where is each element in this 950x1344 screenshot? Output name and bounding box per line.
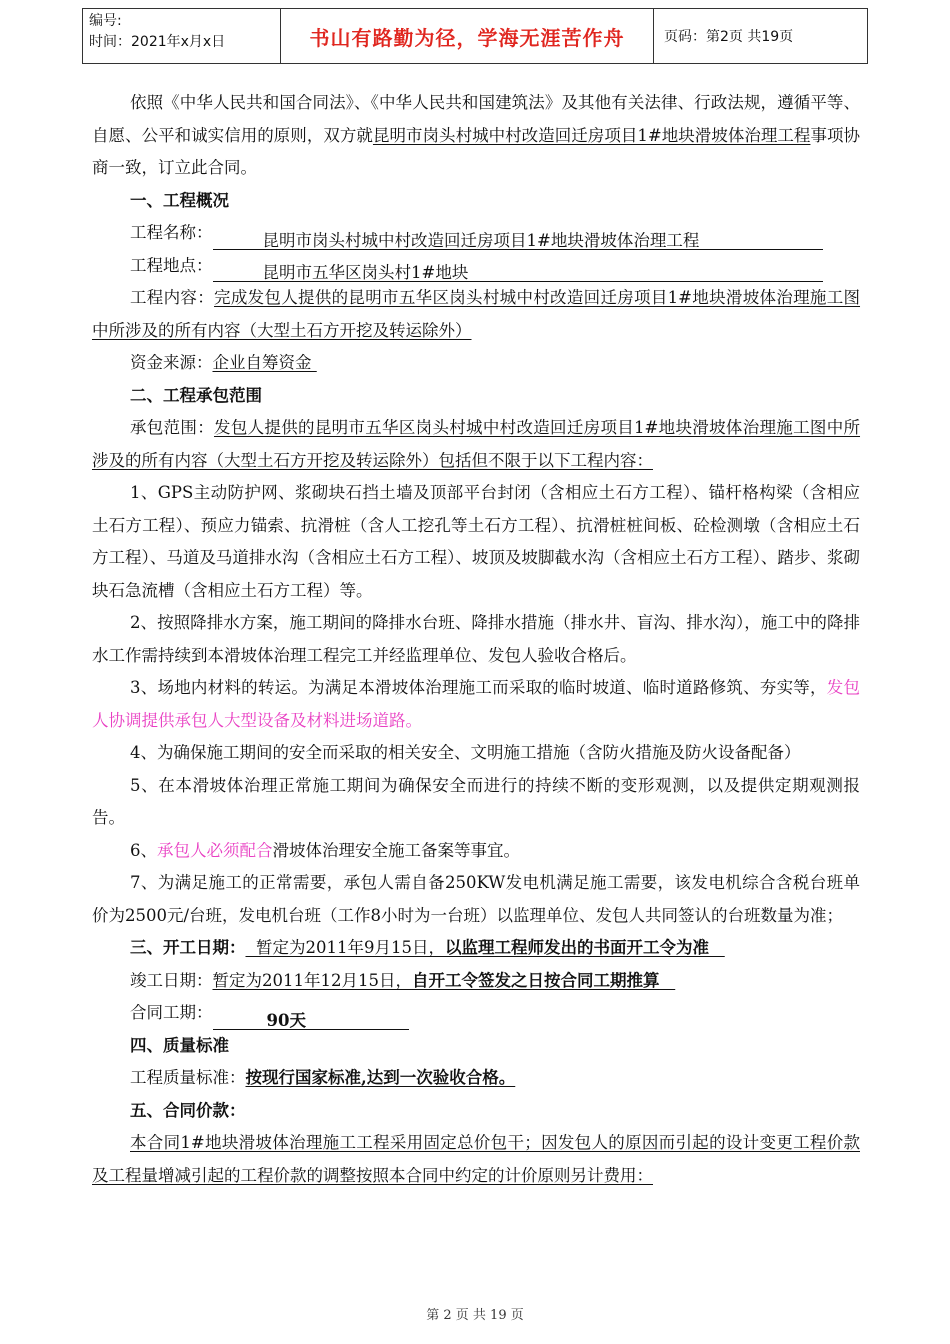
intro-project-name: 昆明市岗头村城中村改造回迁房项目1#地块滑坡体治理工程 [372,125,811,145]
project-site-row [92,250,860,283]
scope-item-7: 7、为满足施工的正常需要，承包人需自备250KW发电机满足施工需要，该发电机综合含税台班单价为2500元/台班，发电机台班（工作8小时为一台班）以监理单位、发包人共同签认的台班数量为准； [92,873,860,925]
project-content-label: 工程内容： [130,288,215,307]
page-header [82,8,868,64]
scope-item-6 [92,835,860,868]
header-number-label: 编号: [89,13,122,29]
page-footer: 第 2 页 共 19 页 [426,1308,524,1323]
section-3-title: 三、开工日期： [130,938,246,957]
scope-value: 发包人提供的昆明市五华区岗头村城中村改造回迁房项目1#地块滑坡体治理施工图中所涉及的所有内容（大型土石方开挖及转运除外）包括但不限于以下工程内容： [92,418,861,470]
scope-item-1: 1、GPS主动防护网、浆砌块石挡土墙及顶部平台封闭（含相应土石方工程）、锚杆格构梁（含相应土石方工程）、预应力锚索、抗滑桩（含人工挖孔等土石方工程）、抗滑桩桩间板、砼检测墩（含相应土石方工程）、马道及马道排水沟（含相应土石方工程）、坡顶及坡脚截水沟（含相应土石方工程）、踏步、浆砌块石急流槽（含相应土石方工程）等。 [92,483,860,600]
start-date-value: 暂定为2011年9月15日， [256,938,445,957]
section-5-title: 五、合同价款： [130,1100,246,1120]
end-date-value: 暂定为2011年12月15日， [212,970,412,990]
quality-row [92,1062,860,1095]
intro-text: 依照《中华人民共和国合同法》、《中华人民共和国建筑法》及其他有关法律、行政法规，遵循平等、自愿、公平和诚实信用的原则，双方就 [92,93,860,145]
contract-period-label: 合同工期： [130,1003,213,1022]
scope-item-3-highlight: 发包人协调提供承包人大型设备及材料进场道路。 [92,678,860,730]
end-date-condition: 自开工令签发之日按合同工期推算 [411,970,660,990]
quality-label: 工程质量标准： [130,1068,246,1087]
scope-item-5: 5、在本滑坡体治理正常施工期间为确保安全而进行的持续不断的变形观测，以及提供定期观测报告。 [92,775,860,827]
fund-source-label: 资金来源： [130,353,213,372]
project-site-value: 昆明市五华区岗头村1#地块 [262,263,469,282]
contract-period-value: 90天 [266,1010,306,1030]
project-name-value: 昆明市岗头村城中村改造回迁房项目1#地块滑坡体治理工程 [262,230,700,250]
project-name-label: 工程名称： [130,223,213,242]
scope-row [92,412,860,477]
scope-item-6-text: 滑坡体治理安全施工备案等事宜。 [272,840,520,860]
scope-item-4: 4、为确保施工期间的安全而采取的相关安全、文明施工措施（含防火措施及防火设备配备） [130,743,801,762]
scope-item-3-text: 3、场地内材料的转运。为满足本滑坡体治理施工而采取的临时坡道、临时道路修筑、夯实等， [130,678,827,697]
intro-text-end: 事项协商一致，订立此合同。 [92,125,861,177]
section-1-title: 一、工程概况 [130,190,229,210]
scope-item-3 [92,672,860,737]
quality-value: 按现行国家标准,达到一次验收合格。 [245,1068,516,1087]
header-time-label: 时间：2021年x月x日 [89,34,226,50]
scope-item-2: 2、按照降排水方案，施工期间的降排水台班、降排水措施（排水井、盲沟、排水沟），施工中的降排水工作需持续到本滑坡体治理工程完工并经监理单位、发包人验收合格后。 [92,613,860,665]
document-body [92,87,860,1192]
contract-period-row [92,997,860,1030]
start-date-condition: 以监理工程师发出的书面开工令为准 [445,938,709,957]
project-content-value: 完成发包人提供的昆明市五华区岗头村城中村改造回迁房项目1#地块滑坡体治理施工图中所涉及的所有内容（大型土石方开挖及转运除外） [92,288,861,340]
header-page-label: 页码：第2页 共19页 [664,29,794,45]
project-site-label: 工程地点： [130,255,213,275]
section-4-title: 四、质量标准 [130,1035,229,1055]
scope-item-6-number: 6、 [130,840,157,860]
scope-item-6-highlight: 承包人必须配合 [157,840,273,860]
price-paragraph: 本合同1#地块滑坡体治理施工工程采用固定总价包干；因发包人的原因而引起的设计变更工程价款及工程量增减引起的工程价款的调整按照本合同中约定的计价原则另计费用： [92,1133,860,1185]
end-date-label: 竣工日期： [130,970,213,990]
scope-label: 承包范围： [130,418,215,437]
start-date-row [92,932,860,965]
header-info-cell [83,9,281,63]
intro-paragraph [92,87,860,185]
project-name-row [92,217,860,250]
fund-source-value: 企业自筹资金 [212,353,312,372]
fund-source-row [92,347,860,380]
project-content-row [92,282,860,347]
header-motto: 书山有路勤为径，学海无涯苦作舟 [281,9,654,63]
section-2-title: 二、工程承包范围 [130,385,262,405]
end-date-row [92,965,860,998]
